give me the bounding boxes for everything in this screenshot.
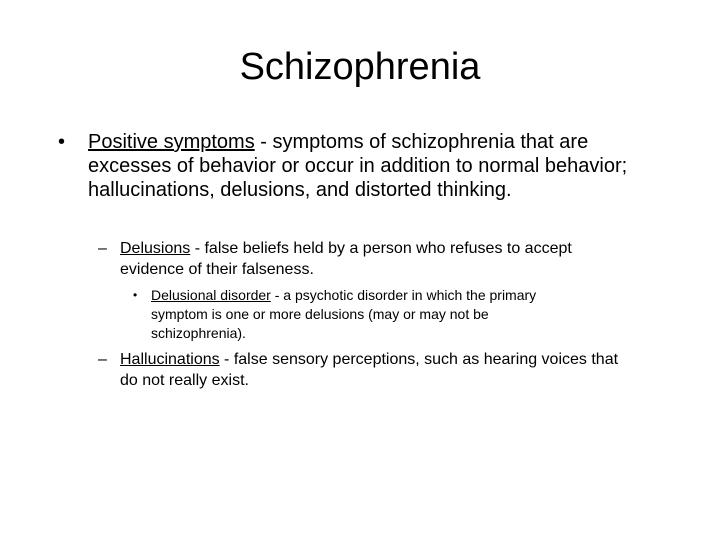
term-positive-symptoms: Positive symptoms [88, 131, 255, 153]
bullet-hallucinations [98, 349, 620, 391]
definition-hallucinations: - false sensory perceptions, such as hearing voices that do not really exist. [120, 351, 619, 389]
bullet-positive-symptoms [58, 130, 648, 202]
term-delusions: Delusions [120, 240, 191, 257]
term-hallucinations: Hallucinations [120, 351, 220, 368]
definition-delusions: - false beliefs held by a person who refuses to accept evidence of their falseness. [120, 240, 572, 278]
dash-marker: – [98, 240, 107, 257]
slide-title: Schizophrenia [239, 46, 481, 88]
dash-marker: – [98, 351, 107, 368]
bullet-delusional-disorder [133, 286, 571, 343]
bullet-delusions [98, 238, 620, 280]
definition-positive-symptoms: - symptoms of schizophrenia that are excesses of behavior or occur in addition to normal behavior; hallucinations, delusions, and distorted thinking. [88, 131, 628, 201]
definition-delusional-disorder: - a psychotic disorder in which the primary symptom is one or more delusions (may or may not be schizophrenia). [151, 287, 537, 341]
bullet-marker: • [133, 288, 138, 302]
term-delusional-disorder: Delusional disorder [151, 287, 271, 303]
bullet-marker: • [58, 131, 66, 153]
